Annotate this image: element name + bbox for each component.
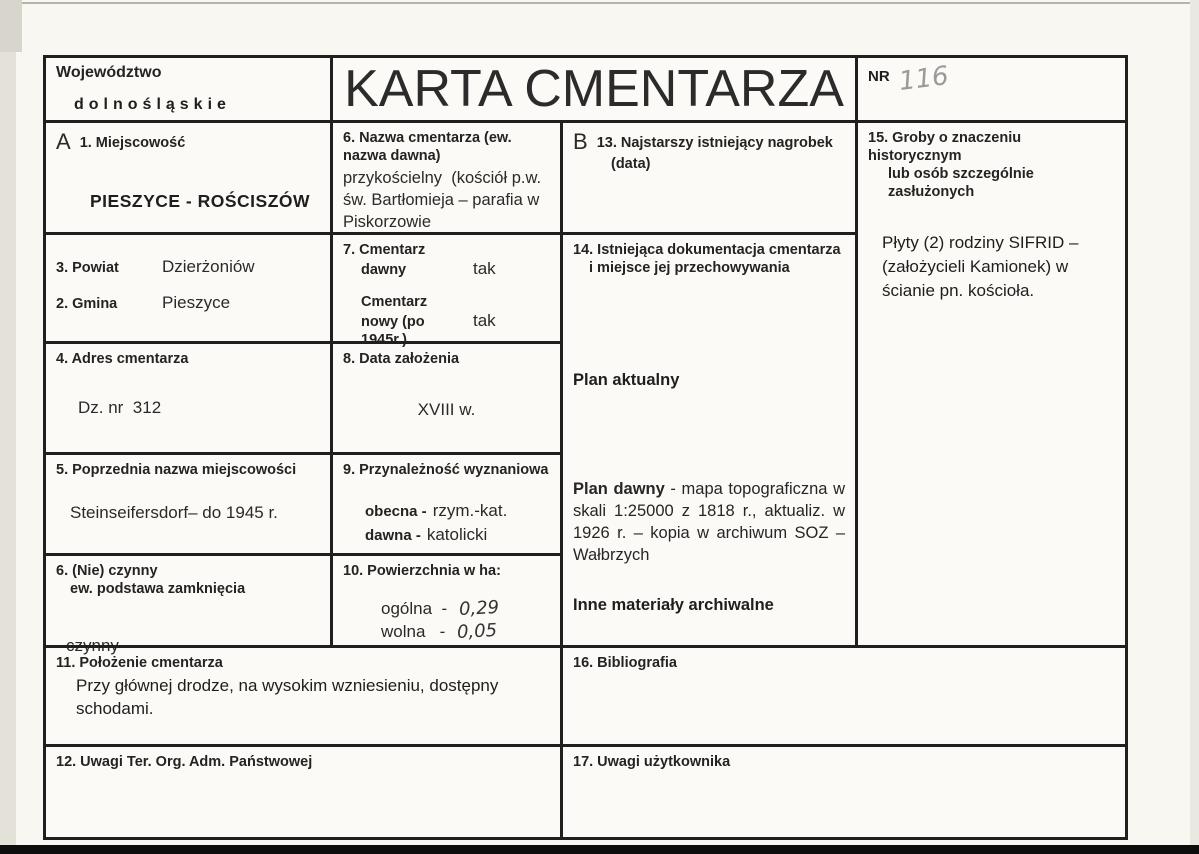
voivodeship-label: Województwo — [56, 64, 162, 81]
f14-inne-materialy-label: Inne materiały archiwalne — [573, 596, 774, 614]
f3-label: 3. Powiat — [56, 260, 119, 276]
f4-label: 4. Adres cmentarza — [56, 351, 189, 367]
f15-label-line1: 15. Groby o znaczeniu historycznym — [868, 130, 1022, 164]
f10-row1-label: ogólna - — [381, 599, 448, 618]
f14-plan-dawny-text — [573, 478, 845, 566]
cell-f5-poprzednia-nazwa — [43, 452, 330, 553]
cell-f13-najstarszy-nagrobek — [560, 120, 855, 232]
f7-row1-label: dawny — [361, 262, 407, 278]
f9-row1-value: rzym.-kat. — [432, 501, 508, 520]
scan-corner-shade — [0, 0, 22, 52]
cell-f6-czynny — [43, 553, 330, 655]
f2-value: Pieszyce — [162, 293, 231, 312]
f1-label: 1. Miejscowość — [79, 135, 186, 151]
f4-value: Dz. nr 312 — [78, 398, 162, 417]
f7-row2-value: tak — [473, 311, 496, 330]
f5-value: Steinseifersdorf– do 1945 r. — [70, 503, 278, 522]
f10-row2-handwritten-value: 0,05 — [456, 619, 498, 644]
cell-f10-powierzchnia — [330, 553, 560, 645]
f10-row1-handwritten-value: 0,29 — [458, 596, 500, 621]
f9-row2-label: dawna - — [365, 527, 421, 544]
voivodeship-value: dolnośląskie — [74, 96, 231, 113]
f3-row — [56, 257, 320, 277]
f6cz-label-line2: ew. podstawa zamknięcia — [70, 581, 246, 597]
section-b-letter: B — [573, 129, 588, 154]
f15-label-line2: lub osób szczególnie zasłużonych — [888, 166, 1034, 200]
f11-label: 11. Położenie cmentarza — [56, 655, 223, 671]
f5-label: 5. Poprzednia nazwa miejscowości — [56, 462, 297, 478]
section-a-letter: A — [56, 129, 71, 154]
f1-value: PIESZYCE - ROŚCISZÓW — [90, 191, 311, 211]
f7-label2-row — [361, 293, 550, 311]
f9-label: 9. Przynależność wyznaniowa — [343, 462, 549, 478]
f8-label: 8. Data założenia — [343, 351, 460, 367]
cell-title — [330, 55, 855, 120]
f14-label-line1: 14. Istniejąca dokumentacja cmentarza — [573, 242, 841, 258]
f7-label: 7. Cmentarz — [343, 242, 426, 258]
cell-f7-cmentarz — [330, 232, 560, 348]
f13-label-line2: (data) — [611, 156, 651, 172]
f3-value: Dzierżoniów — [162, 257, 255, 276]
f7-row-dawny — [361, 259, 550, 279]
scan-left-edge — [0, 0, 16, 854]
f14-plan-dawny-lead: Plan dawny — [573, 480, 665, 498]
f10-row2-label: wolna - — [381, 622, 446, 641]
cell-f17-uwagi-uzytkownika — [560, 744, 1125, 837]
f2-label: 2. Gmina — [56, 296, 118, 312]
f6n-label: 6. Nazwa cmentarza (ew. nazwa dawna) — [343, 130, 512, 164]
f17-label: 17. Uwagi użytkownika — [573, 754, 731, 770]
f13-label-line1: 13. Najstarszy istniejący nagrobek — [596, 135, 833, 151]
f11-value: Przy głównej drodze, na wysokim wzniesieniu, dostępny schodami. — [76, 676, 499, 718]
cemetery-card-table — [43, 55, 1128, 840]
f6cz-value: czynny — [66, 636, 119, 655]
f16-label: 16. Bibliografia — [573, 655, 677, 671]
f10-row-ogolna — [381, 598, 550, 619]
scan-top-edge — [0, 2, 1199, 4]
cell-f12-uwagi-adm — [43, 744, 560, 837]
f15-value: Płyty (2) rodziny SIFRID – (założycieli Kamionek) w ścianie pn. kościoła. — [882, 233, 1079, 300]
cell-f15-groby-historyczne — [855, 120, 1125, 645]
cell-f4-adres — [43, 341, 330, 452]
cell-f1-miejscowosc — [43, 120, 330, 232]
f14-plan-aktualny-label: Plan aktualny — [573, 371, 680, 389]
f8-value: XVIII w. — [417, 400, 476, 419]
cell-f16-bibliografia — [560, 645, 1125, 744]
f7-row2-label: nowy (po 1945r.) — [361, 314, 425, 348]
f9-row-obecna — [365, 501, 550, 521]
f14-plan-dawny-paragraph — [573, 478, 845, 566]
page-title: KARTA CMENTARZA — [344, 60, 844, 118]
f6n-value: przykościelny (kościół p.w. św. Bartłomieja – parafia w Piskorzowie — [343, 169, 546, 231]
scan-bottom-edge — [0, 845, 1199, 854]
cell-f6-nazwa-cmentarza — [330, 120, 560, 232]
f9-row1-label: obecna - — [365, 503, 427, 520]
f12-label: 12. Uwagi Ter. Org. Adm. Państwowej — [56, 754, 313, 770]
f14-plan-dawny-rest: - mapa topograficzna w skali 1:25000 z 1818 r., aktualiz. w 1926 r. – kopia w archiwum SOZ – Wałbrzych — [573, 480, 845, 564]
cell-voivodeship — [43, 55, 330, 120]
f9-row2-value: katolicki — [426, 525, 488, 544]
f7-row1-value: tak — [473, 259, 496, 278]
number-handwritten-value: 116 — [897, 61, 951, 97]
number-label: NR — [868, 68, 890, 85]
cell-f3-f2-powiat-gmina — [43, 232, 330, 341]
f14-label-line2: i miejsce jej przechowywania — [589, 260, 790, 276]
scan-right-edge — [1190, 0, 1199, 854]
f2-row — [56, 293, 320, 313]
f6cz-label-line1: 6. (Nie) czynny — [56, 563, 158, 579]
cell-f14-dokumentacja — [560, 232, 855, 645]
f10-row-wolna — [381, 621, 550, 642]
cell-f11-polozenie — [43, 645, 560, 744]
cell-f9-przynaleznosc — [330, 452, 560, 553]
cell-f8-data-zalozenia — [330, 341, 560, 452]
f7-label2: Cmentarz — [361, 294, 428, 310]
cell-number — [855, 55, 1125, 120]
f10-label: 10. Powierzchnia w ha: — [343, 563, 501, 579]
f9-row-dawna — [365, 525, 550, 545]
